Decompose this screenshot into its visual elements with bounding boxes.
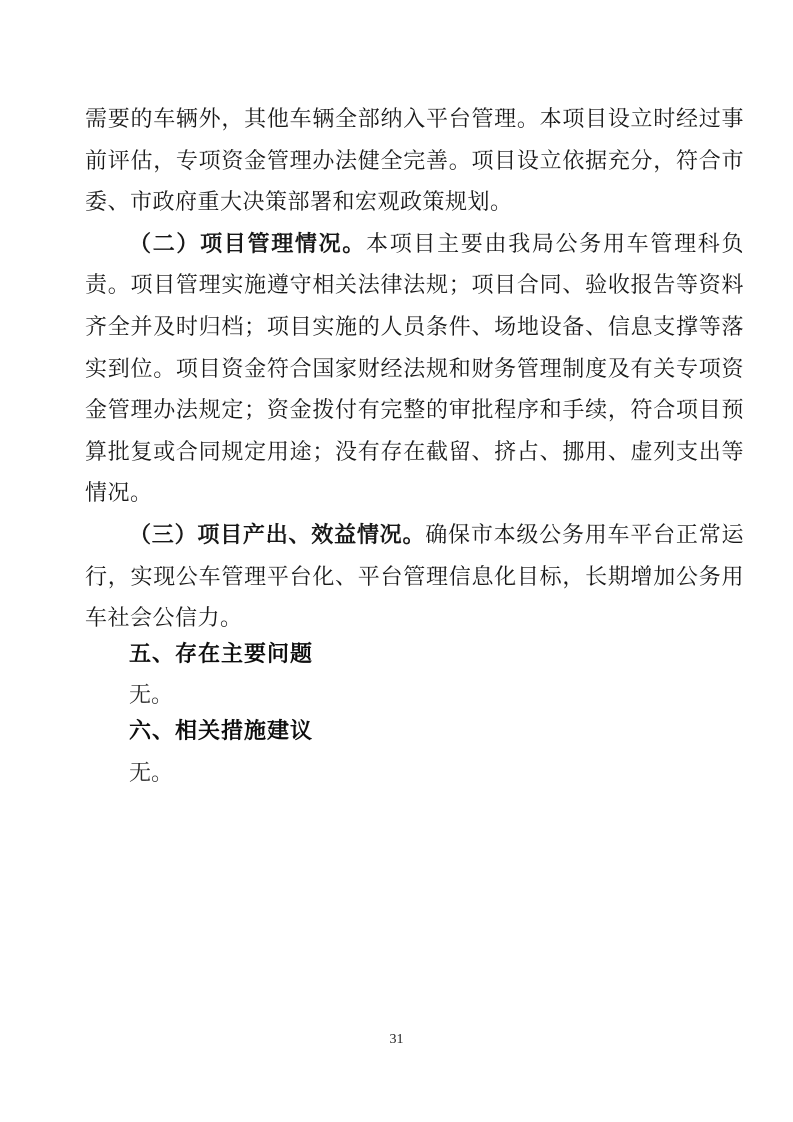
paragraph-text: 需要的车辆外，其他车辆全部纳入平台管理。本项目设立时经过事前评估，专项资金管理办法健全完善。项目设立依据充分，符合市委、市政府重大决策部署和宏观政策规划。 [85,107,744,216]
paragraph-project-management [85,224,744,515]
section-answer-suggestions: 无。 [129,760,174,786]
paragraph-text: 确保市本级公务用车平台正常运行，实现公车管理平台化、平台管理信息化目标，长期增加公务用车社会公信力。 [85,522,744,632]
paragraph-lead: （二）项目管理情况。 [129,230,366,257]
paragraph-project-output [85,515,744,640]
section-heading-suggestions: 六、相关措施建议 [129,718,314,744]
paragraph-continuation [85,99,744,224]
section-heading-main-problems: 五、存在主要问题 [129,641,314,667]
paragraph-text: 本项目主要由我局公务用车管理科负责。项目管理实施遵守相关法律法规；项目合同、验收报告等资料齐全并及时归档；项目实施的人员条件、场地设备、信息支撑等落实到位。项目资金符合国家财经法规和财务管理制度及有关专项资金管理办法规定；资金拨付有完整的审批程序和手续，符合项目预算批复或合同规定用途；没有存在截留、挤占、挪用、虚列支出等情况。 [85,231,744,507]
section-answer-main-problems: 无。 [129,683,174,709]
page-number: 31 [389,1032,404,1047]
paragraph-lead: （三）项目产出、效益情况。 [129,521,426,548]
